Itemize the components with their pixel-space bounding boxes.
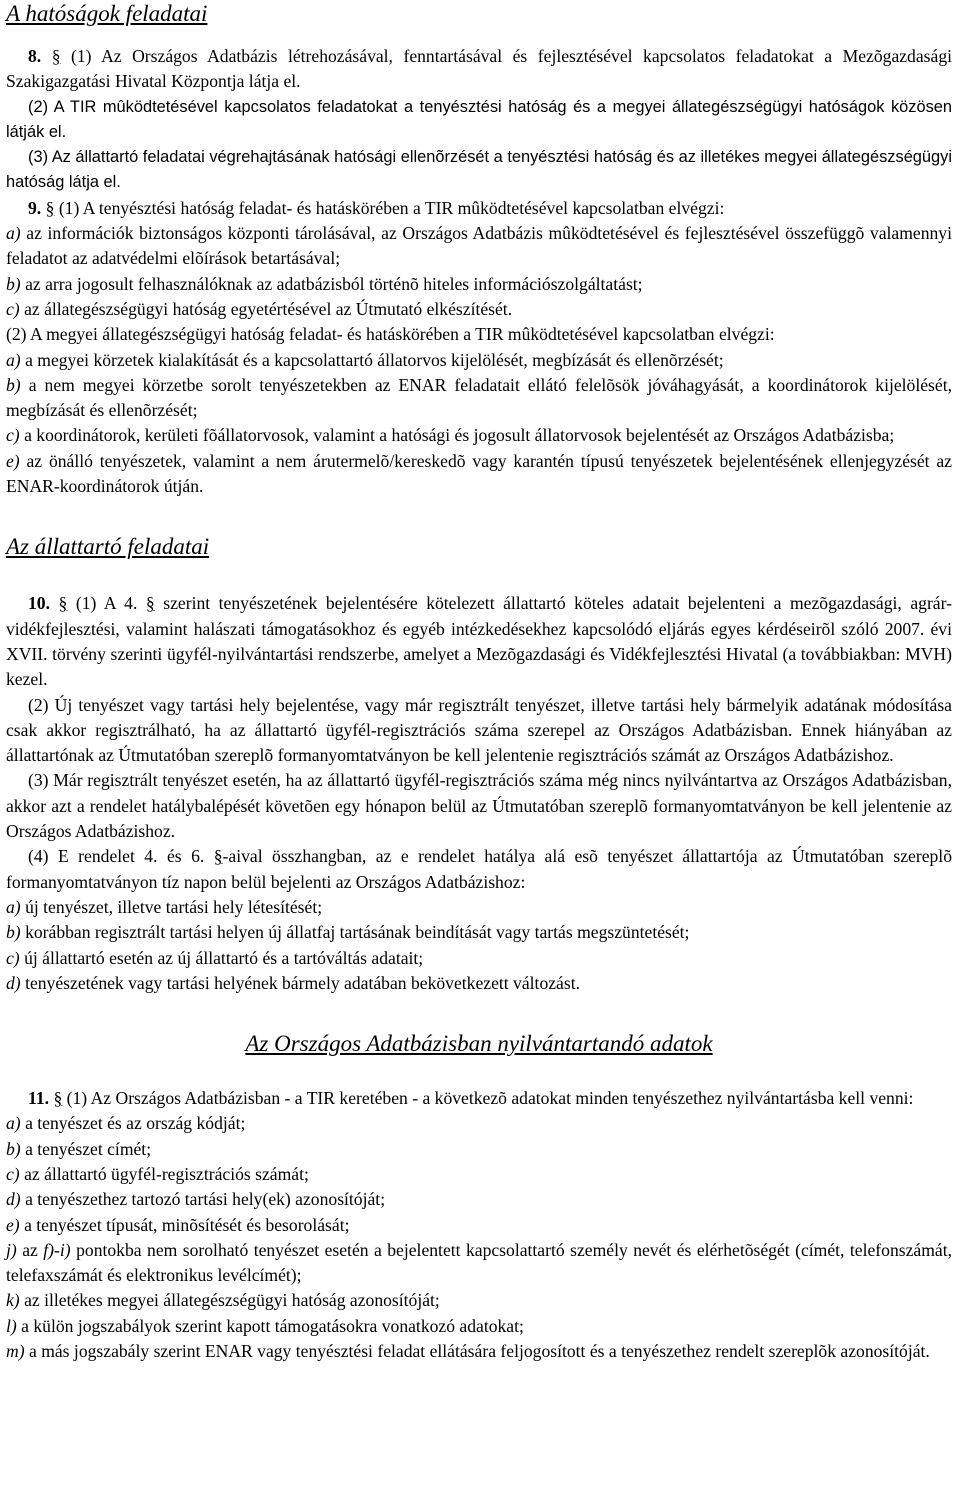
list-item (6, 1187, 952, 1212)
item-letter: c) (6, 298, 20, 319)
list-item (6, 423, 952, 448)
item-text: a megyei körzetek kialakítását és a kapcsolattartó állatorvos kijelölését, megbízását és ellenõrzését; (25, 349, 724, 370)
paragraph-number: 11. (28, 1088, 50, 1109)
paragraph-number: 8. (28, 46, 42, 66)
item-letter: c) (6, 947, 20, 968)
paragraph-8-2: (2) A TIR mûködtetésével kapcsolatos feladatokat a tenyésztési hatóság és a megyei állategészségügyi hatóságok közösen látják el. (6, 97, 952, 141)
item-text: új tenyészet, illetve tartási hely létesítését; (25, 896, 323, 917)
section-sign: § (45, 197, 55, 218)
paragraph-number: 9. (28, 197, 42, 218)
item-letter: j) (6, 1239, 17, 1260)
list-item (6, 1213, 952, 1238)
section-heading-database: Az Országos Adatbázisban nyilvántartandó adatok (245, 1031, 713, 1057)
item-text: az állattartó ügyfél-regisztrációs számát; (24, 1163, 309, 1184)
item-letter: m) (6, 1341, 25, 1362)
item-letter: l) (6, 1315, 17, 1336)
item-letter: b) (6, 273, 21, 294)
item-text: az információk biztonságos központi tárolásával, az Országos Adatbázis mûködtetésével és fejlesztésével összefüggõ valamennyi feladatot az adatvédelmi elõírások betartásával; (6, 223, 952, 269)
list-item (6, 1162, 952, 1187)
item-text: az arra jogosult felhasználóknak az adatbázisból történõ hiteles információszolgáltatást; (25, 273, 643, 294)
item-text: pontokba nem sorolható tenyészet esetén a bejelentett kapcsolattartó személy nevét és elérhetõségét (címét, telefonszámát, telefaxszámát és elektronikus levélcímét); (6, 1239, 952, 1286)
item-text: a koordinátorok, kerületi fõállatorvosok, valamint a hatósági és jogosult állatorvosok bejelentését az Országos Adatbázisba; (24, 425, 895, 446)
item-letter: c) (6, 1163, 20, 1184)
section-sign: § (51, 46, 61, 66)
item-letter: b) (6, 374, 21, 395)
list-item (6, 946, 952, 971)
item-letter: d) (6, 972, 21, 993)
section-heading-keeper: Az állattartó feladatai (6, 534, 210, 560)
item-text: az állategészségügyi hatóság egyetértésével az Útmutató elkészítését. (24, 298, 513, 319)
section-sign: § (145, 593, 155, 614)
paragraph-text: (1) Az Országos Adatbázisban - a TIR keretében - a következõ adatokat minden tenyészethez nyilvántartásba kell venni: (66, 1088, 914, 1109)
paragraph-10-4 (6, 844, 952, 895)
paragraph-11-1 (6, 1086, 952, 1111)
item-letter: a) (6, 223, 21, 244)
list-item (6, 1238, 952, 1289)
list-item (6, 373, 952, 424)
paragraph-text: szerint tenyészetének bejelentésére kötelezett állattartó köteles adatait bejelenteni a mezõgazdasági, agrár-vidékfejlesztési, valamint halászati támogatásokhoz és egyéb intézkedésekhez kapcsolódó eljárás egyes kérdéseirõl szóló 2007. évi XVII. törvény szerinti ügyfél-nyilvántartási rendszerbe, amelyet a Mezõgazdasági és Vidékfejlesztési Hivatal (a továbbiakban: MVH) kezel. (6, 593, 952, 690)
item-letter: e) (6, 1214, 20, 1235)
list-item (6, 971, 952, 996)
list-item (6, 449, 952, 500)
paragraph-10-2: (2) Új tenyészet vagy tartási hely bejelentése, vagy már regisztrált tenyészet, illetve tartási hely bármelyik adatának módosítása csak akkor regisztrálható, ha az állattartó ügyfél-regisztrációs száma szerepel az Országos Adatbázisban. Ennek hiányában az állattartónak az Útmutatóban szereplõ formanyomtatványon be kell jelentenie regisztrációs számát az Országos Adatbázishoz. (6, 694, 952, 766)
item-letter: b) (6, 922, 21, 943)
section-sign: § (53, 1088, 63, 1109)
paragraph-text: (1) A tenyésztési hatóság feladat- és hatáskörében a TIR mûködtetésével kapcsolatban elvégzi: (58, 197, 725, 218)
list-item (6, 1314, 952, 1339)
item-text: új állattartó esetén az új állattartó és a tartóváltás adatait; (24, 947, 424, 968)
list-item (6, 1288, 952, 1313)
item-reference: f)-i) (43, 1239, 71, 1260)
section-heading-authorities: A hatóságok feladatai (6, 1, 208, 26)
paragraph-ref: (4) E rendelet 4. és 6. (28, 846, 205, 867)
item-text: korábban regisztrált tartási helyen új állatfaj tartásának beindítását vagy tartás megszüntetését; (25, 922, 690, 943)
list-item (6, 1111, 952, 1136)
paragraph-10-3: (3) Már regisztrált tenyészet esetén, ha az állattartó ügyfél-regisztrációs száma még nincs nyilvántartva az Országos Adatbázisban, akkor azt a rendelet hatálybalépését követõen egy hónapon belül az Útmutatóban szereplõ formanyomtatványon be kell jelentenie az Országos Adatbázishoz. (6, 770, 952, 842)
list-item (6, 920, 952, 945)
item-letter: k) (6, 1290, 20, 1311)
paragraph-number: 10. (28, 593, 50, 614)
list-item (6, 895, 952, 920)
list-item (6, 1339, 952, 1364)
section-sign: § (213, 846, 223, 867)
item-letter: d) (6, 1189, 21, 1210)
list-item (6, 221, 952, 272)
item-text: a tenyészet címét; (25, 1138, 152, 1159)
item-text: az önálló tenyészetek, valamint a nem árutermelõ/kereskedõ vagy karantén típusú tenyészetek bejelentésének ellenjegyzését az ENAR-koordinátorok útján. (6, 450, 952, 497)
item-letter: a) (6, 896, 21, 917)
list-item (6, 1137, 952, 1162)
item-text: a tenyészet típusát, minõsítését és besorolását; (24, 1214, 350, 1235)
paragraph-9-1 (6, 196, 952, 221)
item-letter: c) (6, 425, 20, 446)
item-text: az (22, 1239, 38, 1260)
paragraph-9-2: (2) A megyei állategészségügyi hatóság feladat- és hatáskörében a TIR mûködtetésével kapcsolatban elvégzi: (6, 324, 775, 345)
paragraph-8-3: (3) Az állattartó feladatai végrehajtásának hatósági ellenõrzését a tenyésztési hatóság és az illetékes megyei állategészségügyi hatóság látja el. (6, 148, 952, 192)
paragraph-text: -aival összhangban, az e rendelet hatálya alá esõ tenyészet állattartója az Útmutatóban szereplõ formanyomtatványon tíz napon belül bejelenti az Országos Adatbázishoz: (6, 846, 952, 892)
item-text: az illetékes megyei állategészségügyi hatóság azonosítóját; (24, 1290, 440, 1311)
section-sign: § (58, 593, 68, 614)
item-text: a más jogszabály szerint ENAR vagy tenyésztési feladat ellátására feljogosított és a tenyészethez rendelt szereplõk azonosítóját. (28, 1341, 930, 1362)
item-text: a tenyészethez tartozó tartási hely(ek) azonosítóját; (25, 1189, 386, 1210)
list-item (6, 348, 952, 373)
paragraph-text: (1) Az Országos Adatbázis létrehozásával, fenntartásával és fejlesztésével kapcsolatos feladatokat a Mezõgazdasági Szakigazgatási Hivatal Központja látja el. (6, 46, 953, 92)
item-letter: b) (6, 1138, 21, 1159)
list-item (6, 297, 952, 322)
paragraph-ref: (1) A 4. (75, 593, 138, 614)
paragraph-8-1 (6, 44, 952, 95)
paragraph-10-1 (6, 591, 952, 692)
item-text: a tenyészet és az ország kódját; (25, 1113, 246, 1134)
item-letter: e) (6, 450, 20, 471)
item-text: a külön jogszabályok szerint kapott támogatásokra vonatkozó adatokat; (21, 1315, 524, 1336)
item-text: a nem megyei körzetbe sorolt tenyészetekben az ENAR feladatait ellátó felelõsök jóváhagyását, a koordinátorok kijelölését, megbízását és ellenõrzését; (6, 374, 952, 421)
item-letter: a) (6, 349, 21, 370)
item-text: tenyészetének vagy tartási helyének bármely adatában bekövetkezett változást. (25, 972, 580, 993)
item-letter: a) (6, 1113, 21, 1134)
list-item (6, 272, 952, 297)
